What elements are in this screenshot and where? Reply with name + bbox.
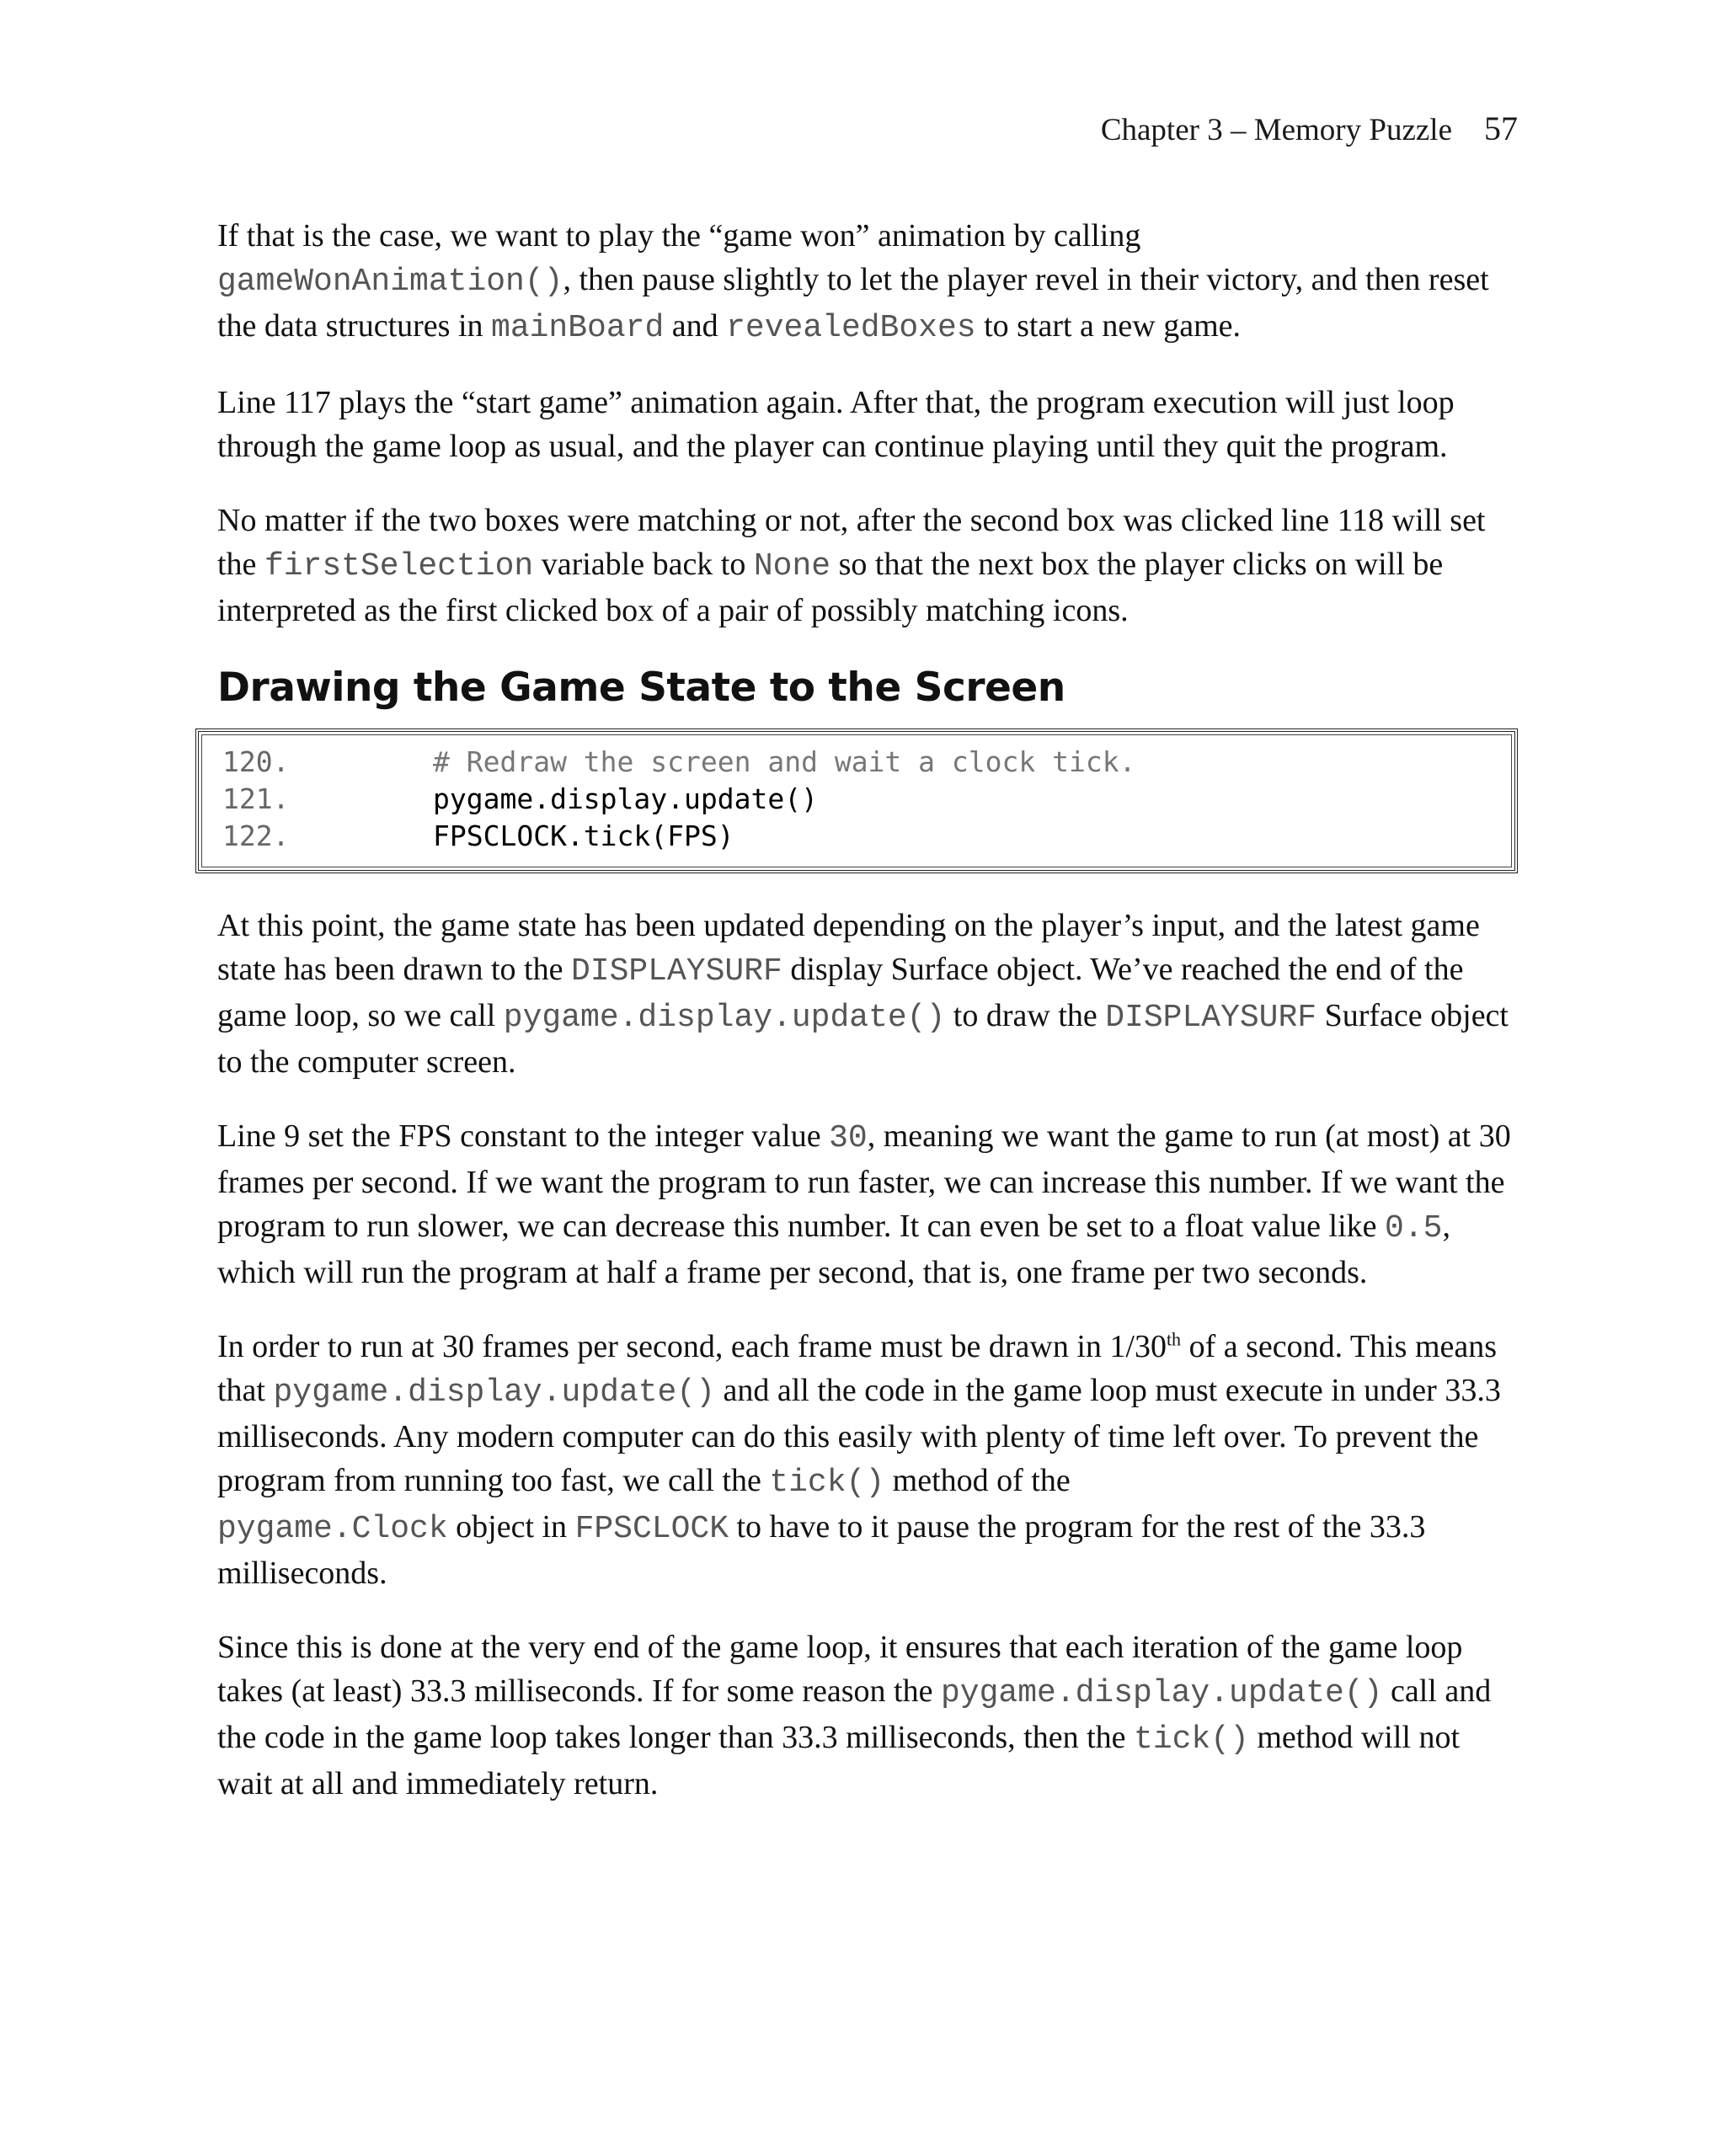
- paragraph-tick-method: Since this is done at the very end of the game loop, it ensures that each iteration of the game loop takes (at least) 33.3 milliseconds. If for some reason the pygame.display.update() call and the code in the game loop takes longer than 33.3 milliseconds, then the tick() method will not wait at all and immediately return.: [217, 1630, 1492, 1801]
- inline-code: tick(): [1134, 1721, 1249, 1758]
- inline-code: revealedBoxes: [726, 310, 976, 346]
- paragraph-fps-constant: Line 9 set the FPS constant to the integer value 30, meaning we want the game to run (at most) at 30 frames per second. If we want the program to run faster, we can increase this number. If we want the program to run slower, we can decrease this number. It can even be set to a float value like 0.5, which will run the program at half a frame per second, that is, one frame per two seconds.: [217, 1118, 1511, 1290]
- code-line: [222, 818, 1511, 855]
- inline-code: mainBoard: [491, 310, 665, 346]
- inline-code: pygame.display.update(): [503, 1000, 946, 1036]
- inline-code: pygame.display.update(): [273, 1374, 715, 1411]
- code-text: FPSCLOCK.tick(FPS): [433, 819, 734, 852]
- code-comment: # Redraw the screen and wait a clock tick.: [433, 745, 1136, 778]
- section-heading: Drawing the Game State to the Screen: [217, 664, 1065, 711]
- code-line: [222, 781, 1511, 818]
- code-listing: [195, 728, 1518, 873]
- inline-code: FPSCLOCK: [574, 1511, 729, 1547]
- paragraph-display-update: At this point, the game state has been updated depending on the player’s input, and the latest game state has been drawn to the DISPLAYSURF display Surface object. We’ve reached the end of the game loop, so we call pygame.display.update() to draw the DISPLAYSURF Surface object to the computer screen.: [217, 908, 1509, 1080]
- inline-code: tick(): [769, 1465, 885, 1501]
- page-body: [217, 214, 1514, 1836]
- inline-code: firstSelection: [264, 548, 534, 584]
- line-number: 121.: [222, 782, 290, 815]
- inline-code: DISPLAYSURF: [1105, 1000, 1317, 1036]
- superscript: th: [1166, 1328, 1182, 1350]
- inline-code: DISPLAYSURF: [570, 953, 782, 990]
- line-number: 120.: [222, 745, 290, 778]
- inline-code: 30: [829, 1120, 868, 1156]
- inline-code: 0.5: [1385, 1210, 1443, 1246]
- inline-code: gameWonAnimation(): [217, 264, 563, 300]
- code-line: [222, 744, 1511, 781]
- line-number: 122.: [222, 819, 290, 852]
- page-header: [1101, 108, 1518, 152]
- paragraph-start-game: Line 117 plays the “start game” animation again. After that, the program execution will just loop through the game loop as usual, and the player can continue playing until they quit the program.: [217, 385, 1455, 464]
- paragraph-game-won: If that is the case, we want to play the “game won” animation by calling gameWonAnimation(), then pause slightly to let the player revel in their victory, and then reset the data structures in mainBoard and revealedBoxes to start a new game.: [217, 218, 1489, 346]
- chapter-title: Chapter 3 – Memory Puzzle: [1100, 113, 1452, 147]
- inline-code: pygame.display.update(): [940, 1675, 1383, 1711]
- page-number: 57: [1484, 109, 1518, 147]
- inline-code: pygame.Clock: [217, 1511, 448, 1547]
- inline-code: None: [753, 548, 831, 584]
- paragraph-frame-timing: In order to run at 30 frames per second, each frame must be drawn in 1/30th of a second. This means that pygame.display.update() and all the code in the game loop must execute in under 33.3 milliseconds. Any modern computer can do this easily with plenty of time left over. To prevent the program from running too fast, we call the tick() method of the pygame.Clock object in FPSCLOCK to have to it pause the program for the rest of the 33.3 milliseconds.: [217, 1328, 1501, 1591]
- code-text: pygame.display.update(): [433, 782, 818, 815]
- paragraph-first-selection: No matter if the two boxes were matching or not, after the second box was clicked line 118 will set the firstSelection variable back to None so that the next box the player clicks on will be interpreted as the first clicked box of a pair of possibly matching icons.: [217, 503, 1486, 628]
